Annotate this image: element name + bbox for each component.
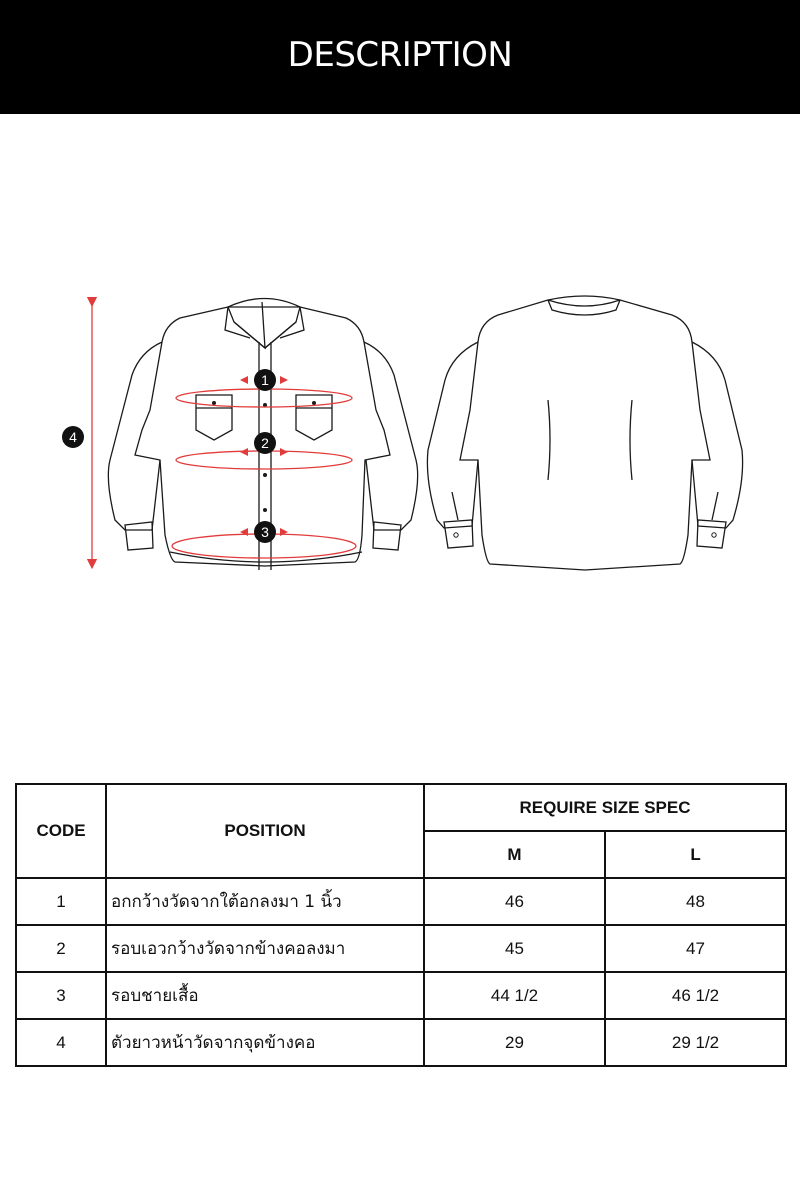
marker-1 [254,369,276,391]
row-position: รอบชายเสื้อ [106,972,424,1019]
row-code: 1 [16,878,106,925]
table-row [16,925,786,972]
header-code: CODE [16,784,106,878]
row-size-l: 46 1/2 [605,972,786,1019]
header-position: POSITION [106,784,424,878]
table-header-row [16,784,786,831]
marker-3 [254,521,276,543]
row-size-l: 47 [605,925,786,972]
row-size-m: 46 [424,878,605,925]
page-title: DESCRIPTION [287,35,513,75]
header-bar [0,0,800,114]
row-size-m: 44 1/2 [424,972,605,1019]
marker-4 [62,426,84,448]
table-row [16,1019,786,1066]
marker-2-label: 2 [261,435,269,451]
marker-3-label: 3 [261,524,269,540]
marker-4-label: 4 [69,429,77,445]
row-size-l: 48 [605,878,786,925]
table-row [16,972,786,1019]
size-spec-table [15,783,787,1067]
measure-arrows [240,376,288,536]
table-row [16,878,786,925]
header-require-size-spec: REQUIRE SIZE SPEC [424,784,786,831]
row-code: 4 [16,1019,106,1066]
header-size-m: M [424,831,605,878]
row-code: 2 [16,925,106,972]
row-size-m: 45 [424,925,605,972]
shirt-illustration [0,280,800,600]
button-dots [212,401,316,512]
row-code: 3 [16,972,106,1019]
marker-1-label: 1 [261,372,269,388]
header-size-l: L [605,831,786,878]
row-size-m: 29 [424,1019,605,1066]
row-position: อกกว้างวัดจากใต้อกลงมา 1 นิ้ว [106,878,424,925]
row-position: รอบเอวกว้างวัดจากข้างคอลงมา [106,925,424,972]
marker-2 [254,432,276,454]
row-position: ตัวยาวหน้าวัดจากจุดข้างคอ [106,1019,424,1066]
back-cuff-buttons [454,533,716,537]
shirt-back-drawing [427,296,742,570]
row-size-l: 29 1/2 [605,1019,786,1066]
